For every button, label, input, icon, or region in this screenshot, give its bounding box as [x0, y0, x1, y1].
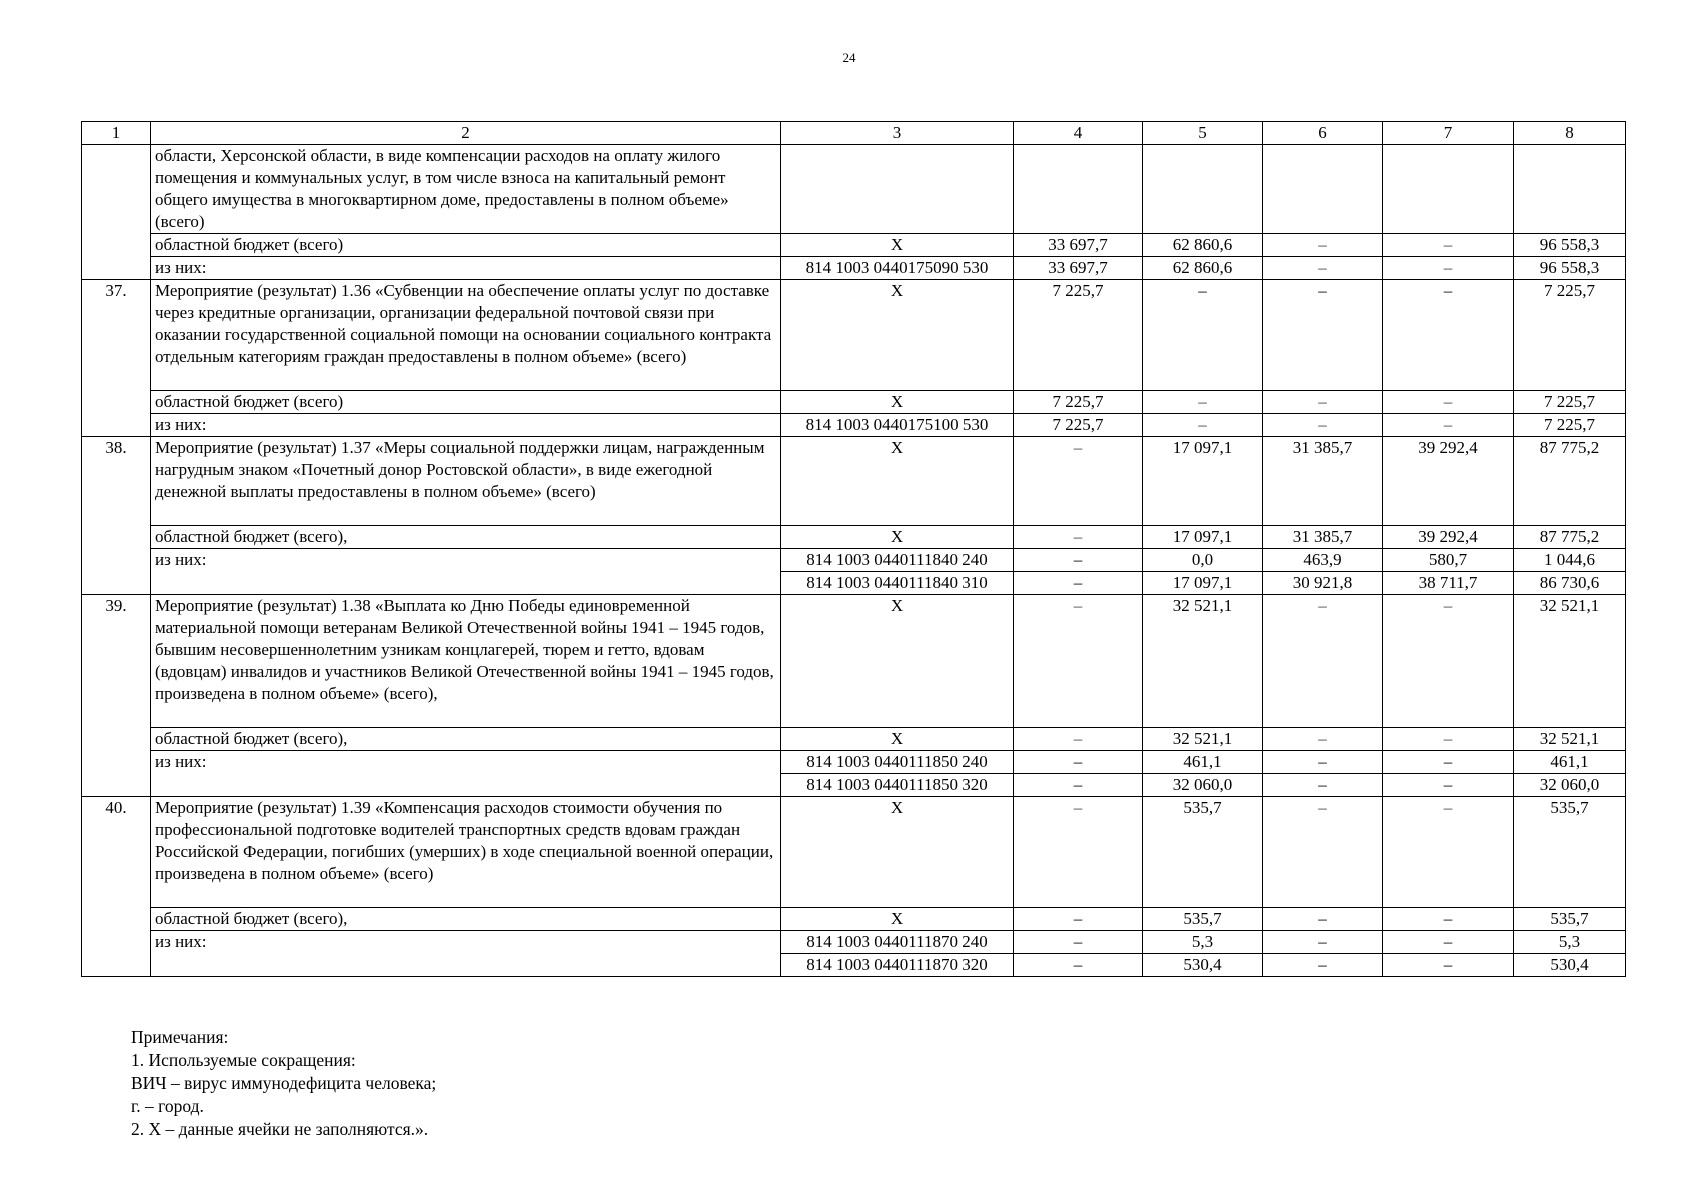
value-cell: 7 225,7: [1514, 391, 1626, 414]
budget-code: 814 1003 0440111850 240: [781, 751, 1014, 774]
row-label: областной бюджет (всего),: [151, 908, 781, 931]
value-cell: –: [1014, 572, 1143, 595]
value-cell: –: [1143, 391, 1263, 414]
value-cell: –: [1263, 595, 1383, 728]
value-cell: –: [1263, 908, 1383, 931]
budget-code: X: [781, 234, 1014, 257]
notes-title: Примечания:: [131, 1027, 229, 1047]
value-cell: 33 697,7: [1014, 234, 1143, 257]
table-row: [82, 931, 1626, 954]
value-cell: –: [1263, 954, 1383, 977]
value-cell: [1383, 145, 1514, 234]
value-cell: 1 044,6: [1514, 549, 1626, 572]
value-cell: –: [1014, 751, 1143, 774]
value-cell: 17 097,1: [1143, 437, 1263, 526]
value-cell: 87 775,2: [1514, 526, 1626, 549]
value-cell: 530,4: [1514, 954, 1626, 977]
header-cell: 7: [1383, 122, 1514, 145]
value-cell: 7 225,7: [1014, 391, 1143, 414]
value-cell: –: [1383, 391, 1514, 414]
row-label: областной бюджет (всего): [151, 391, 781, 414]
table-row: [82, 280, 1626, 391]
budget-code: X: [781, 526, 1014, 549]
budget-code: X: [781, 391, 1014, 414]
notes-line: 2. X – данные ячейки не заполняются.».: [131, 1119, 429, 1139]
value-cell: [1514, 145, 1626, 234]
value-cell: 580,7: [1383, 549, 1514, 572]
measure-description: Мероприятие (результат) 1.36 «Субвенции на обеспечение оплаты услуг по доставке через кредитные организации, организации федеральной почтовой связи при оказании государственной социальной помощи на основании социального контракта отдельным категориям граждан предоставлены в полном объеме» (всего): [151, 280, 781, 391]
value-cell: –: [1383, 280, 1514, 391]
value-cell: –: [1383, 797, 1514, 908]
budget-code: 814 1003 0440111870 240: [781, 931, 1014, 954]
value-cell: –: [1014, 437, 1143, 526]
value-cell: –: [1263, 280, 1383, 391]
value-cell: 32 521,1: [1143, 595, 1263, 728]
measure-description: Мероприятие (результат) 1.37 «Меры социальной поддержки лицам, награжденным нагрудным знаком «Почетный донор Ростовской области», в виде ежегодной денежной выплаты предоставлены в полном объеме» (всего): [151, 437, 781, 526]
row-number: [82, 145, 151, 280]
value-cell: –: [1014, 797, 1143, 908]
table-row: [82, 797, 1626, 908]
table-row: [82, 595, 1626, 728]
budget-code: X: [781, 280, 1014, 391]
row-label: из них:: [151, 549, 781, 595]
header-cell: 3: [781, 122, 1014, 145]
value-cell: –: [1383, 414, 1514, 437]
value-cell: –: [1014, 931, 1143, 954]
budget-code: 814 1003 0440111870 320: [781, 954, 1014, 977]
value-cell: 33 697,7: [1014, 257, 1143, 280]
table-row: [82, 437, 1626, 526]
value-cell: [1263, 145, 1383, 234]
row-label: из них:: [151, 931, 781, 977]
header-cell: 1: [82, 122, 151, 145]
row-number: 37.: [82, 280, 151, 437]
value-cell: –: [1143, 280, 1263, 391]
table-row: [82, 728, 1626, 751]
table-row: [82, 391, 1626, 414]
row-label: из них:: [151, 257, 781, 280]
budget-code: X: [781, 595, 1014, 728]
value-cell: 30 921,8: [1263, 572, 1383, 595]
budget-code: X: [781, 728, 1014, 751]
value-cell: 463,9: [1263, 549, 1383, 572]
value-cell: –: [1143, 414, 1263, 437]
header-cell: 4: [1014, 122, 1143, 145]
notes-block: [131, 1026, 436, 1141]
value-cell: 96 558,3: [1514, 257, 1626, 280]
value-cell: 535,7: [1143, 908, 1263, 931]
value-cell: –: [1263, 931, 1383, 954]
budget-code: 814 1003 0440111840 240: [781, 549, 1014, 572]
header-cell: 2: [151, 122, 781, 145]
value-cell: –: [1014, 774, 1143, 797]
value-cell: 87 775,2: [1514, 437, 1626, 526]
row-number: 38.: [82, 437, 151, 595]
value-cell: –: [1383, 774, 1514, 797]
value-cell: 62 860,6: [1143, 257, 1263, 280]
row-number: 39.: [82, 595, 151, 797]
value-cell: 535,7: [1514, 797, 1626, 908]
value-cell: 32 060,0: [1143, 774, 1263, 797]
value-cell: [1143, 145, 1263, 234]
value-cell: 39 292,4: [1383, 437, 1514, 526]
value-cell: 32 521,1: [1514, 728, 1626, 751]
row-label: областной бюджет (всего),: [151, 728, 781, 751]
value-cell: 62 860,6: [1143, 234, 1263, 257]
value-cell: –: [1014, 954, 1143, 977]
row-number: 40.: [82, 797, 151, 977]
value-cell: 38 711,7: [1383, 572, 1514, 595]
value-cell: –: [1014, 728, 1143, 751]
value-cell: 461,1: [1143, 751, 1263, 774]
value-cell: 7 225,7: [1014, 414, 1143, 437]
table-row: [82, 549, 1626, 572]
notes-line: г. – город.: [131, 1096, 204, 1116]
table-row: [82, 257, 1626, 280]
value-cell: 535,7: [1143, 797, 1263, 908]
value-cell: 461,1: [1514, 751, 1626, 774]
value-cell: 17 097,1: [1143, 572, 1263, 595]
value-cell: 7 225,7: [1514, 280, 1626, 391]
table-row: [82, 145, 1626, 234]
value-cell: 96 558,3: [1514, 234, 1626, 257]
value-cell: 7 225,7: [1514, 414, 1626, 437]
budget-code: X: [781, 908, 1014, 931]
header-row: [82, 122, 1626, 145]
value-cell: 39 292,4: [1383, 526, 1514, 549]
value-cell: –: [1383, 728, 1514, 751]
value-cell: 5,3: [1143, 931, 1263, 954]
row-label: из них:: [151, 751, 781, 797]
value-cell: –: [1014, 595, 1143, 728]
value-cell: 32 521,1: [1143, 728, 1263, 751]
budget-code: 814 1003 0440175100 530: [781, 414, 1014, 437]
value-cell: 86 730,6: [1514, 572, 1626, 595]
header-cell: 5: [1143, 122, 1263, 145]
table-row: [82, 526, 1626, 549]
budget-code: X: [781, 437, 1014, 526]
value-cell: –: [1383, 234, 1514, 257]
page-number: 24: [842, 50, 856, 65]
value-cell: 32 060,0: [1514, 774, 1626, 797]
value-cell: 31 385,7: [1263, 437, 1383, 526]
value-cell: –: [1383, 954, 1514, 977]
value-cell: 17 097,1: [1143, 526, 1263, 549]
table-row: [82, 751, 1626, 774]
value-cell: –: [1014, 908, 1143, 931]
value-cell: –: [1263, 414, 1383, 437]
value-cell: –: [1263, 257, 1383, 280]
measure-description: Мероприятие (результат) 1.39 «Компенсация расходов стоимости обучения по профессиональной подготовке водителей транспортных средств вдовам граждан Российской Федерации, погибших (умерших) в ходе специальной военной операции, произведена в полном объеме» (всего): [151, 797, 781, 908]
value-cell: 530,4: [1143, 954, 1263, 977]
value-cell: 0,0: [1143, 549, 1263, 572]
budget-code: 814 1003 0440175090 530: [781, 257, 1014, 280]
value-cell: –: [1263, 728, 1383, 751]
measure-description: Мероприятие (результат) 1.38 «Выплата ко Дню Победы единовременной материальной помощи ветеранам Великой Отечественной войны 1941 – 1945 годов, бывшим несовершеннолетним узникам концлагерей, тюрем и гетто, вдовам (вдовцам) инвалидов и участников Великой Отечественной войны 1941 – 1945 годов, произведена в полном объеме» (всего),: [151, 595, 781, 728]
notes-line: ВИЧ – вирус иммунодефицита человека;: [131, 1073, 437, 1093]
budget-code: [781, 145, 1014, 234]
value-cell: 535,7: [1514, 908, 1626, 931]
value-cell: –: [1383, 751, 1514, 774]
value-cell: [1014, 145, 1143, 234]
value-cell: 32 521,1: [1514, 595, 1626, 728]
row-label: из них:: [151, 414, 781, 437]
value-cell: –: [1383, 257, 1514, 280]
value-cell: –: [1263, 774, 1383, 797]
budget-code: 814 1003 0440111840 310: [781, 572, 1014, 595]
header-cell: 8: [1514, 122, 1626, 145]
row-label: областной бюджет (всего),: [151, 526, 781, 549]
table-row: [82, 908, 1626, 931]
value-cell: –: [1263, 751, 1383, 774]
value-cell: 31 385,7: [1263, 526, 1383, 549]
value-cell: 5,3: [1514, 931, 1626, 954]
measure-description: области, Херсонской области, в виде компенсации расходов на оплату жилого помещения и коммунальных услуг, в том числе взноса на капитальный ремонт общего имущества в многоквартирном доме, предоставлены в полном объеме» (всего): [151, 145, 781, 234]
value-cell: –: [1014, 549, 1143, 572]
value-cell: –: [1383, 595, 1514, 728]
notes-line: 1. Используемые сокращения:: [131, 1050, 356, 1070]
budget-code: X: [781, 797, 1014, 908]
value-cell: –: [1263, 391, 1383, 414]
budget-table: [81, 121, 1626, 977]
header-cell: 6: [1263, 122, 1383, 145]
budget-code: 814 1003 0440111850 320: [781, 774, 1014, 797]
value-cell: –: [1263, 797, 1383, 908]
table-row: [82, 414, 1626, 437]
row-label: областной бюджет (всего): [151, 234, 781, 257]
value-cell: –: [1263, 234, 1383, 257]
value-cell: –: [1383, 931, 1514, 954]
value-cell: –: [1014, 526, 1143, 549]
value-cell: 7 225,7: [1014, 280, 1143, 391]
table-row: [82, 234, 1626, 257]
value-cell: –: [1383, 908, 1514, 931]
